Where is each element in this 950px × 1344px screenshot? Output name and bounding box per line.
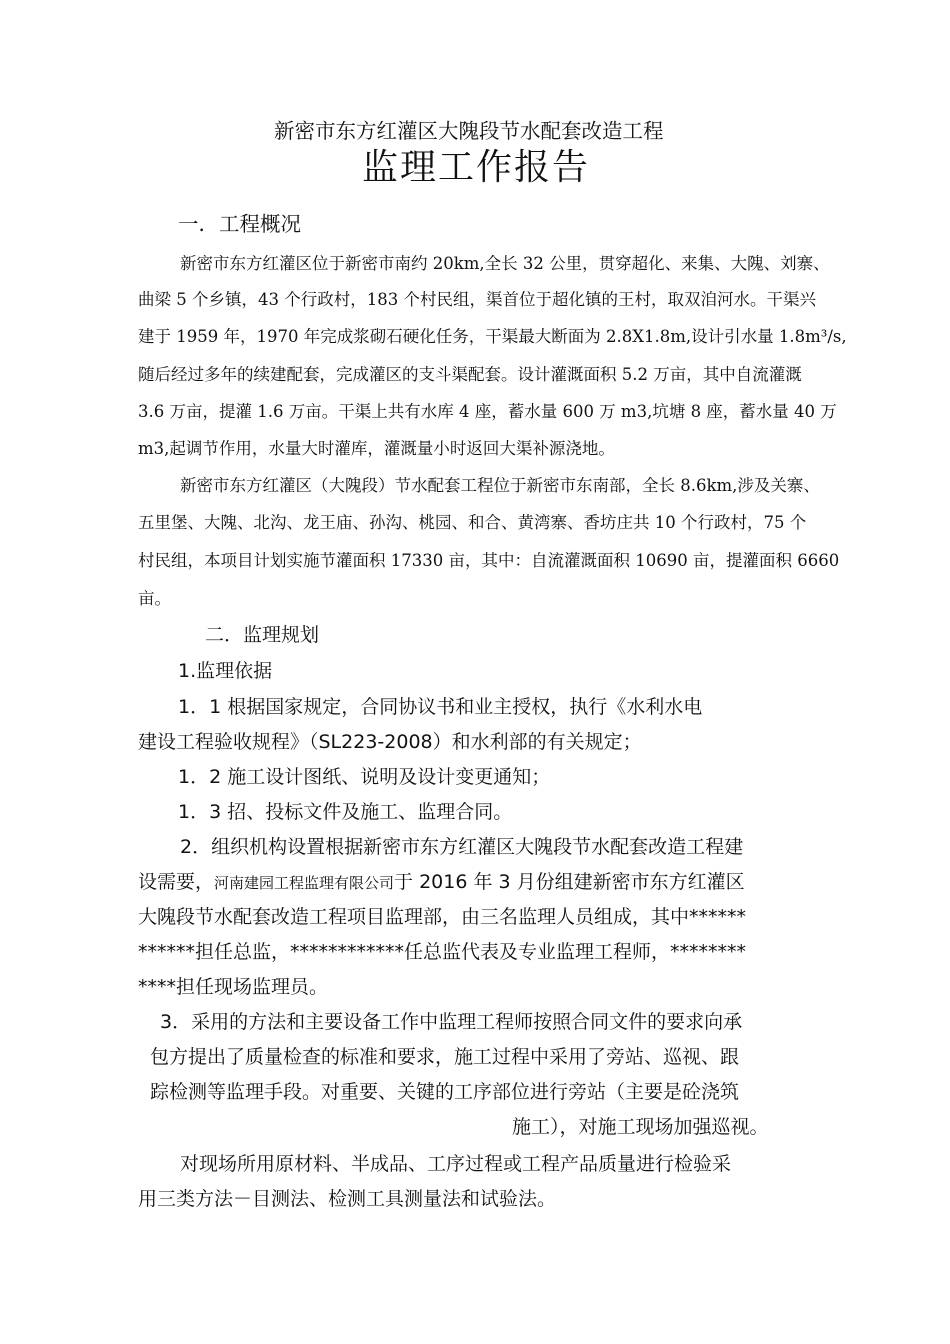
para1-line4: 随后经过多年的续建配套，完成灌区的支斗渠配套。设计灌溉面积 5.2 万亩，其中自流灌溉 bbox=[138, 365, 802, 384]
para1-line2: 曲梁 5 个乡镇，43 个行政村，183 个村民组，渠首位于超化镇的王村，取双洎河水。干渠兴 bbox=[138, 290, 816, 309]
item-3-line1: 3．采用的方法和主要设备工作中监理工程师按照合同文件的要求向承 bbox=[160, 1011, 743, 1033]
para1-line5: 3.6 万亩，提灌 1.6 万亩。干渠上共有水库 4 座，蓄水量 600 万 m3,坑塘 8 座，蓄水量 40 万 bbox=[138, 402, 837, 421]
item-1-2: 1．2 施工设计图纸、说明及设计变更通知； bbox=[178, 766, 551, 788]
item-1-3: 1．3 招、投标文件及施工、监理合同。 bbox=[178, 801, 513, 823]
item-2-line4: ******担任总监，************任总监代表及专业监理工程师，******** bbox=[138, 941, 747, 963]
para1-line1: 新密市东方红灌区位于新密市南约 20km,全长 32 公里，贯穿超化、来集、大隗、刘寨、 bbox=[180, 254, 830, 273]
document-subtitle: 新密市东方红灌区大隗段节水配套改造工程 bbox=[274, 119, 664, 143]
inspection-para-line1: 对现场所用原材料、半成品、工序过程或工程产品质量进行检验采 bbox=[180, 1153, 732, 1175]
item-1-1-line1: 1．1 根据国家规定，合同协议书和业主授权，执行《水利水电 bbox=[178, 696, 703, 718]
para2-line3: 村民组，本项目计划实施节灌面积 17330 亩，其中：自流灌溉面积 10690 亩，提灌面积 6660 bbox=[138, 551, 840, 570]
item-1-1-line2: 建设工程验收规程》（SL223-2008）和水利部的有关规定； bbox=[138, 731, 642, 753]
para2-line2: 五里堡、大隗、北沟、龙王庙、孙沟、桃园、和合、黄湾寨、香坊庄共 10 个行政村，75 个 bbox=[138, 513, 807, 532]
para2-line1: 新密市东方红灌区（大隗段）节水配套工程位于新密市东南部，全长 8.6km,涉及关寨、 bbox=[180, 476, 820, 495]
document-title: 监理工作报告 bbox=[362, 147, 591, 188]
section2-heading: 二．监理规划 bbox=[205, 624, 320, 646]
subsection-basis: 1.监理依据 bbox=[178, 660, 273, 682]
item-2-line3: 大隗段节水配套改造工程项目监理部，由三名监理人员组成，其中****** bbox=[138, 906, 747, 928]
para1-line3: 建于 1959 年，1970 年完成浆砌石硬化任务，干渠最大断面为 2.8X1.8m,设计引水量 1.8m³/s, bbox=[138, 327, 847, 346]
item-3-line4: 施工），对施工现场加强巡视。 bbox=[512, 1116, 769, 1138]
item-2-line1: 2．组织机构设置根据新密市东方红灌区大隗段节水配套改造工程建 bbox=[180, 836, 744, 858]
inspection-para-line2: 用三类方法－目测法、检测工具测量法和试验法。 bbox=[138, 1188, 557, 1210]
para2-line4: 亩。 bbox=[138, 589, 171, 608]
section1-heading: 一．工程概况 bbox=[178, 212, 301, 236]
supervision-company-name: 河南建园工程监理有限公司 bbox=[214, 874, 395, 892]
item-2-line2 bbox=[138, 871, 745, 894]
para1-line6: m3,起调节作用，水量大时灌库，灌溉量小时返回大渠补源浇地。 bbox=[138, 439, 615, 458]
item-3-line3: 踪检测等监理手段。对重要、关键的工序部位进行旁站（主要是砼浇筑 bbox=[150, 1081, 740, 1103]
item-2-line5: ****担任现场监理员。 bbox=[138, 976, 329, 998]
item-2-line2-post: 于 2016 年 3 月份组建新密市东方红灌区 bbox=[394, 871, 745, 893]
item-3-line2: 包方提出了质量检查的标准和要求，施工过程中采用了旁站、巡视、跟 bbox=[150, 1046, 740, 1068]
item-2-line2-pre: 设需要， bbox=[138, 871, 215, 893]
